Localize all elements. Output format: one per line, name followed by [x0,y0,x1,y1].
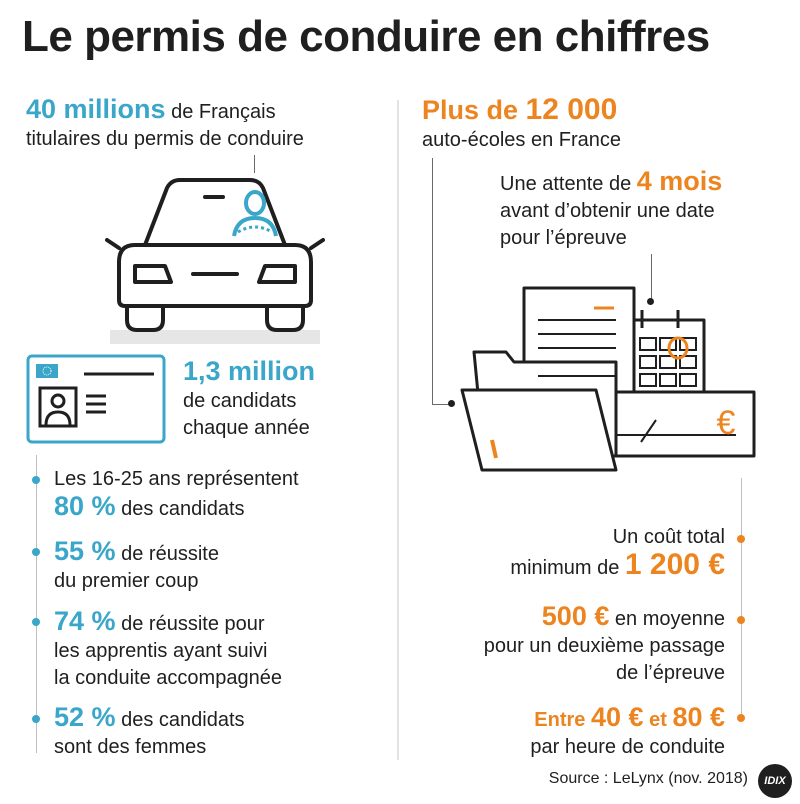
stat-apprentices-value: 74 % [54,606,116,636]
svg-text:€: € [716,404,736,442]
bullet-dot [32,618,40,626]
holders-text-1: de Français [165,101,276,123]
second-attempt-line-2: pour un deuxième passage [483,635,725,657]
column-divider [397,100,399,760]
connector-dot [448,400,455,407]
stat-apprentices [54,608,282,692]
hourly-value-2: 80 € [672,702,725,732]
source-note: Source : LeLynx (nov. 2018) [548,770,748,787]
holders-stat [26,96,304,153]
stat-women-line-1: des candidats [115,709,245,731]
bullet-dot [32,548,40,556]
schools-prefix: Plus de [422,95,526,125]
bullet-dot [737,714,745,722]
bullet-dot [32,476,40,484]
idix-logo: IDIX [758,764,792,798]
candidates-text-2: chaque année [183,417,310,439]
second-attempt-value: 500 € [541,601,610,631]
second-attempt-stat [484,603,725,687]
hourly-prefix: Entre [534,709,591,731]
second-attempt-line-1: en moyenne [609,608,725,630]
schools-value: 12 000 [525,93,618,126]
bullet-timeline [36,455,37,753]
cost-value: 1 200 € [624,548,725,581]
bullet-timeline [741,478,742,718]
stat-first-try-value: 55 % [54,536,116,566]
hourly-line-2: par heure de conduite [530,736,725,758]
holders-value: 40 millions [26,94,166,124]
stat-apprentices-line-2: les apprentis ayant suivi [54,640,268,662]
bullet-dot [737,535,745,543]
stat-age-line-2: des candidats [115,498,245,520]
wait-stat [500,168,722,252]
car-front-icon [105,170,325,348]
stat-age-line-1: Les 16-25 ans représentent [54,468,299,490]
hourly-mid: et [643,709,673,731]
wait-line-1: Une attente de [500,173,637,195]
connector-line [432,158,433,404]
holders-text-2: titulaires du permis de conduire [26,128,304,150]
wait-value: 4 mois [636,166,723,196]
driving-license-card-icon [26,354,166,446]
stat-apprentices-line-1: de réussite pour [115,613,265,635]
cost-line-2: minimum de [510,557,625,579]
stat-age-group [54,466,299,523]
cost-line-1: Un coût total [612,526,725,548]
cost-stat [510,524,725,582]
candidates-value: 1,3 million [183,356,316,386]
hourly-value-1: 40 € [590,702,644,732]
candidates-text-1: de candidats [183,390,297,412]
hourly-stat [530,704,725,761]
second-attempt-line-3: de l’épreuve [616,662,725,684]
candidates-stat [183,358,315,442]
bullet-dot [737,616,745,624]
schools-stat [422,93,622,154]
stat-women [54,704,245,761]
schools-text: auto-écoles en France [422,129,622,151]
stat-apprentices-line-3: la conduite accompagnée [54,667,282,689]
stat-first-try [54,538,219,595]
bullet-dot [32,715,40,723]
stat-first-try-line-1: de réussite [115,543,219,565]
page-title: Le permis de conduire en chiffres [22,12,710,61]
stat-women-line-2: sont des femmes [54,736,207,758]
stat-women-value: 52 % [54,702,116,732]
stat-age-value: 80 % [54,491,116,521]
folder-documents-icon [456,280,766,480]
wait-line-2: avant d’obtenir une date [500,200,715,222]
wait-line-3: pour l’épreuve [500,227,627,249]
stat-first-try-line-2: du premier coup [54,570,199,592]
